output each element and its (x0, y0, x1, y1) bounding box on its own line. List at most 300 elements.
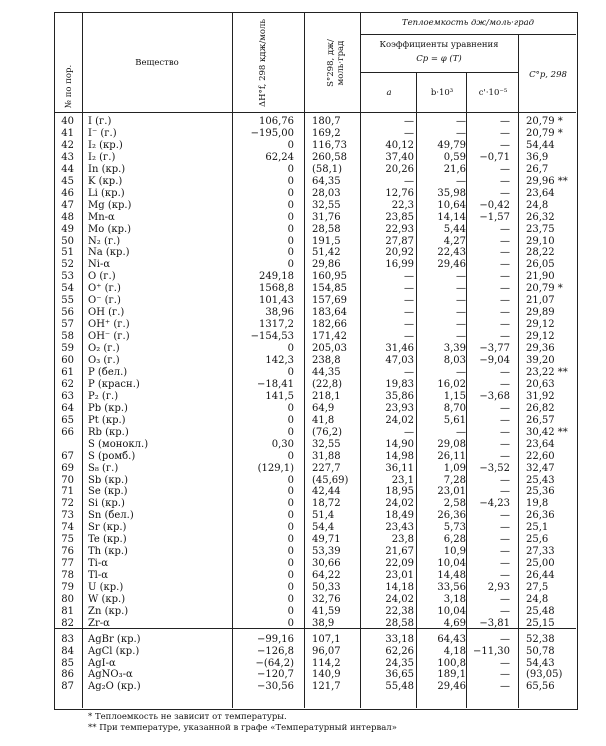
cell-dh: 1317,2 (259, 319, 294, 331)
cell-sub: Zn (кр.) (88, 605, 129, 617)
table-row (0, 618, 606, 630)
cell-s: 32,55 (312, 199, 341, 211)
cell-dh: −195,00 (250, 127, 294, 139)
col-a-header: a (386, 88, 392, 98)
cell-a: 40,12 (385, 139, 414, 151)
cell-c: — (500, 366, 510, 378)
cell-sub: W (кр.) (88, 594, 126, 605)
cell-s: 18,72 (312, 498, 341, 510)
cell-b: 5,73 (443, 522, 466, 534)
cell-a: — (404, 295, 414, 307)
cell-b: 5,61 (443, 414, 466, 426)
cell-a: 47,03 (385, 355, 414, 366)
cell-b: 16,02 (437, 378, 466, 390)
cell-c: — (500, 510, 510, 522)
cell-c: — (500, 546, 510, 558)
cell-a: 22,3 (391, 199, 414, 211)
cell-sub: Mg (кр.) (88, 199, 132, 211)
cell-n: 51 (61, 247, 74, 259)
col-cp-header: C°p, 298 (529, 70, 567, 80)
cell-dh: −18,41 (256, 378, 294, 390)
cell-s: 121,7 (312, 681, 341, 693)
cell-n: 74 (61, 522, 74, 534)
cell-cp: 29,96 ** (526, 175, 568, 187)
cell-c: — (500, 127, 510, 139)
cell-b: 10,9 (443, 546, 466, 558)
cell-b: 189,1 (437, 669, 466, 681)
cell-sub: O⁺ (г.) (88, 283, 121, 295)
cell-b: — (456, 331, 466, 343)
cell-s: 171,42 (312, 331, 347, 343)
cell-n: 53 (61, 271, 74, 283)
cell-sub: Si (кр.) (88, 498, 125, 510)
table-row (0, 355, 606, 367)
table-row (0, 164, 606, 176)
table-row (0, 646, 606, 658)
cell-s: 227,7 (312, 462, 341, 474)
cell-sub: Zr-α (88, 617, 110, 629)
cell-b: 10,04 (437, 605, 466, 617)
cell-dh: 0,30 (271, 438, 294, 450)
cell-sub: Ag₂O (кр.) (88, 681, 141, 693)
cell-c: — (500, 283, 510, 295)
cell-dh: (129,1) (257, 462, 294, 474)
cell-c: — (500, 271, 510, 283)
cell-c: −11,30 (472, 645, 510, 657)
cell-c: 2,93 (487, 582, 510, 594)
cell-dh: 0 (287, 139, 294, 151)
col-dh-header: ΔH°f, 298 кдж/моль (258, 19, 268, 107)
table-row (0, 116, 606, 128)
cell-c: −1,57 (479, 211, 510, 223)
cell-dh: −120,7 (256, 669, 294, 681)
cell-a: — (404, 271, 414, 283)
cell-cp: 20,63 (526, 378, 555, 390)
cell-n: 52 (61, 259, 74, 271)
cell-a: 18,49 (385, 510, 414, 522)
cell-s: 29,86 (312, 259, 341, 271)
cell-c: — (500, 570, 510, 582)
cell-a: 24,02 (385, 414, 414, 426)
table-row (0, 658, 606, 670)
cell-a: — (404, 175, 414, 187)
cell-c: — (500, 414, 510, 426)
cell-cp: 25,48 (526, 605, 555, 617)
cell-cp: 23,64 (526, 187, 555, 199)
cell-b: — (456, 271, 466, 283)
cell-c: — (500, 657, 510, 669)
cell-dh: 1568,8 (259, 283, 294, 295)
cell-a: 22,38 (385, 605, 414, 617)
cell-c: −0,42 (479, 199, 510, 211)
cell-n: 65 (61, 414, 74, 426)
cell-n: 70 (61, 474, 74, 486)
cell-sub: Tl-α (88, 570, 108, 582)
cell-a: 37,40 (385, 151, 414, 163)
cell-s: 30,66 (312, 558, 341, 570)
cell-n: 79 (61, 582, 74, 594)
cell-sub: K (кр.) (88, 175, 123, 187)
cell-cp: 21,07 (526, 295, 555, 307)
cell-n: 46 (61, 187, 74, 199)
cell-b: 14,48 (437, 570, 466, 582)
cell-cp: 26,44 (526, 570, 555, 582)
table-row (0, 439, 606, 451)
cell-cp: 19,8 (526, 498, 549, 510)
cell-dh: 0 (287, 175, 294, 187)
cell-cp: 54,44 (526, 139, 555, 151)
cell-s: 260,58 (312, 151, 347, 163)
cell-n: 82 (61, 617, 74, 629)
cell-sub: AgI-α (88, 657, 116, 669)
cell-s: 53,39 (312, 546, 341, 558)
table-row (0, 295, 606, 307)
cell-n: 84 (61, 645, 74, 657)
cell-s: 182,66 (312, 319, 347, 331)
cell-b: 8,70 (443, 402, 466, 414)
cell-sub: O₂ (г.) (88, 343, 120, 355)
cell-n: 59 (61, 343, 74, 355)
cell-n: 42 (61, 139, 74, 151)
cell-cp: 25,15 (526, 617, 555, 629)
cell-n: 41 (61, 127, 74, 139)
table-row (0, 367, 606, 379)
cell-cp: 29,10 (526, 235, 555, 247)
cell-sub: Th (кр.) (88, 546, 128, 558)
cell-b: — (456, 366, 466, 378)
cell-cp: 29,36 (526, 343, 555, 355)
cell-c: — (500, 402, 510, 414)
cell-s: (45,69) (312, 474, 349, 486)
cell-s: 54,4 (312, 522, 335, 534)
cell-sub: I₂ (кр.) (88, 139, 123, 151)
cell-b: 26,36 (437, 510, 466, 522)
cell-a: 22,09 (385, 558, 414, 570)
cell-sub: Li (кр.) (88, 187, 125, 199)
cell-dh: −126,8 (256, 645, 294, 657)
col-b-header: b·10³ (430, 88, 454, 98)
cell-n: 75 (61, 534, 74, 546)
cell-cp: 26,7 (526, 163, 549, 175)
cell-c: −9,04 (479, 355, 510, 366)
table-row (0, 283, 606, 295)
cell-c: — (500, 319, 510, 331)
cell-dh: 0 (287, 474, 294, 486)
cell-sub: Rb (кр.) (88, 426, 129, 438)
cell-sub: S (ромб.) (88, 450, 136, 462)
table-row (0, 331, 606, 343)
cell-n: 85 (61, 657, 74, 669)
table-row (0, 582, 606, 594)
cell-cp: 25,00 (526, 558, 555, 570)
cell-b: 21,6 (443, 163, 466, 175)
cell-n: 40 (61, 116, 74, 127)
cell-b: — (456, 175, 466, 187)
cell-cp: 21,90 (526, 271, 555, 283)
cell-sub: O₃ (г.) (88, 355, 120, 366)
cell-dh: 0 (287, 163, 294, 175)
cell-sub: OH⁺ (г.) (88, 319, 130, 331)
cell-a: 23,85 (385, 211, 414, 223)
cell-b: 4,18 (443, 645, 466, 657)
cell-b: 10,04 (437, 558, 466, 570)
cell-n: 50 (61, 235, 74, 247)
cell-a: 31,46 (385, 343, 414, 355)
cell-s: 31,76 (312, 211, 341, 223)
cell-b: 29,46 (437, 681, 466, 693)
cell-dh: 0 (287, 247, 294, 259)
cell-dh: 0 (287, 235, 294, 247)
cell-a: 24,02 (385, 498, 414, 510)
table-row (0, 534, 606, 546)
cell-dh: 0 (287, 426, 294, 438)
table-row (0, 510, 606, 522)
table-row (0, 475, 606, 487)
cell-dh: 249,18 (259, 271, 294, 283)
cell-b: 0,59 (443, 151, 466, 163)
table-row (0, 224, 606, 236)
cell-s: 160,95 (312, 271, 347, 283)
cell-cp: 26,82 (526, 402, 555, 414)
cell-c: — (500, 681, 510, 693)
cell-c: — (500, 534, 510, 546)
table-row (0, 247, 606, 259)
cell-cp: 23,64 (526, 438, 555, 450)
cell-b: 6,28 (443, 534, 466, 546)
cell-c: — (500, 235, 510, 247)
cell-c: — (500, 438, 510, 450)
cell-sub: Mn-α (88, 211, 115, 223)
cell-s: 41,8 (312, 414, 335, 426)
cell-dh: 0 (287, 594, 294, 605)
cell-s: 218,1 (312, 390, 341, 402)
cell-s: 49,71 (312, 534, 341, 546)
table-row (0, 669, 606, 681)
cell-c: — (500, 426, 510, 438)
cell-a: — (404, 319, 414, 331)
cell-s: 28,58 (312, 223, 341, 235)
cell-cp: 28,22 (526, 247, 555, 259)
cell-cp: 20,79 * (526, 127, 563, 139)
cell-dh: 62,24 (265, 151, 294, 163)
cell-dh: 0 (287, 582, 294, 594)
cell-cp: 26,05 (526, 259, 555, 271)
table-row (0, 236, 606, 248)
cell-n: 78 (61, 570, 74, 582)
cell-s: 31,88 (312, 450, 341, 462)
cell-sub: AgNO₃-α (88, 669, 133, 681)
cell-dh: 0 (287, 187, 294, 199)
cell-n: 60 (61, 355, 74, 366)
cell-c: — (500, 522, 510, 534)
cell-c: — (500, 259, 510, 271)
cell-s: 114,2 (312, 657, 341, 669)
header-bottom-rule (54, 112, 576, 113)
cell-cp: 29,12 (526, 331, 555, 343)
cell-b: 29,08 (437, 438, 466, 450)
cell-b: — (456, 426, 466, 438)
cell-a: 24,02 (385, 594, 414, 605)
cell-b: — (456, 116, 466, 127)
cell-s: 140,9 (312, 669, 341, 681)
cell-c: — (500, 378, 510, 390)
table-row (0, 451, 606, 463)
cell-c: — (500, 247, 510, 259)
table-row (0, 391, 606, 403)
cell-n: 61 (61, 366, 74, 378)
col-s-header: S°298, дж/моль·град (326, 39, 346, 87)
cell-dh: 0 (287, 522, 294, 534)
cell-b: 64,43 (437, 634, 466, 645)
cell-cp: 23,75 (526, 223, 555, 235)
cell-sub: Se (кр.) (88, 486, 128, 498)
cell-s: (76,2) (312, 426, 343, 438)
cell-b: — (456, 283, 466, 295)
table-row (0, 403, 606, 415)
cell-c: — (500, 187, 510, 199)
cell-n: 64 (61, 402, 74, 414)
cell-a: 35,86 (385, 390, 414, 402)
cell-c: — (500, 116, 510, 127)
cell-sub: AgCl (кр.) (88, 645, 140, 657)
table-row (0, 546, 606, 558)
cell-sub: OH⁻ (г.) (88, 331, 130, 343)
cell-c: — (500, 474, 510, 486)
cell-a: 23,8 (391, 534, 414, 546)
cell-n: 66 (61, 426, 74, 438)
cell-c: — (500, 594, 510, 605)
table-row (0, 606, 606, 618)
equation-header: Cp = φ (T) (416, 54, 462, 64)
cell-n: 47 (61, 199, 74, 211)
cell-dh: 0 (287, 199, 294, 211)
cell-dh: 0 (287, 486, 294, 498)
table-row (0, 427, 606, 439)
cell-a: 14,18 (385, 582, 414, 594)
cell-s: 169,2 (312, 127, 341, 139)
cell-sub: Pb (кр.) (88, 402, 128, 414)
cell-cp: 25,36 (526, 486, 555, 498)
cell-b: 26,11 (437, 450, 466, 462)
cell-s: 64,22 (312, 570, 341, 582)
table-row (0, 634, 606, 646)
cell-cp: 26,57 (526, 414, 555, 426)
cell-cp: 39,20 (526, 355, 555, 366)
cell-s: (22,8) (312, 378, 343, 390)
cell-c: — (500, 175, 510, 187)
cell-b: — (456, 127, 466, 139)
cell-sub: AgBr (кр.) (88, 634, 141, 645)
cell-dh: 0 (287, 605, 294, 617)
cell-c: — (500, 558, 510, 570)
cell-n: 58 (61, 331, 74, 343)
cell-dh: −(64,2) (255, 657, 294, 669)
cell-cp: 29,89 (526, 307, 555, 319)
cell-a: — (404, 331, 414, 343)
cell-a: 21,67 (385, 546, 414, 558)
cell-a: — (404, 366, 414, 378)
cell-b: 49,79 (437, 139, 466, 151)
cell-c: — (500, 163, 510, 175)
cell-cp: 20,79 * (526, 116, 563, 127)
cell-sub: U (кр.) (88, 582, 124, 594)
cell-a: 33,18 (385, 634, 414, 645)
cell-a: 23,01 (385, 570, 414, 582)
cell-a: 14,90 (385, 438, 414, 450)
cell-n: 83 (61, 634, 74, 645)
cell-cp: 65,56 (526, 681, 555, 693)
cell-s: 32,55 (312, 438, 341, 450)
cell-cp: (93,05) (526, 669, 563, 681)
cell-c: — (500, 139, 510, 151)
cell-s: 41,59 (312, 605, 341, 617)
cell-cp: 31,92 (526, 390, 555, 402)
cell-s: 64,9 (312, 402, 335, 414)
cell-c: — (500, 634, 510, 645)
cell-b: 1,09 (443, 462, 466, 474)
cell-cp: 29,12 (526, 319, 555, 331)
cell-a: 36,65 (385, 669, 414, 681)
cell-n: 56 (61, 307, 74, 319)
cell-dh: 38,96 (265, 307, 294, 319)
cell-sub: OH (г.) (88, 307, 125, 319)
table-row (0, 152, 606, 164)
table-row (0, 343, 606, 355)
table-row (0, 176, 606, 188)
cell-cp: 27,5 (526, 582, 549, 594)
cell-s: 157,69 (312, 295, 347, 307)
cell-a: 55,48 (385, 681, 414, 693)
cell-n: 87 (61, 681, 74, 693)
cell-s: 44,35 (312, 366, 341, 378)
cell-dh: 106,76 (259, 116, 294, 127)
cell-dh: 0 (287, 570, 294, 582)
cell-s: 205,03 (312, 343, 347, 355)
cell-cp: 25,6 (526, 534, 549, 546)
cell-sub: Sn (бел.) (88, 510, 134, 522)
table-row (0, 188, 606, 200)
cell-sub: O (г.) (88, 271, 116, 283)
cell-a: — (404, 283, 414, 295)
cell-n: 69 (61, 462, 74, 474)
cell-n: 71 (61, 486, 74, 498)
cell-sub: I₂ (г.) (88, 151, 116, 163)
cell-sub: I⁻ (г.) (88, 127, 117, 139)
cell-a: 12,76 (385, 187, 414, 199)
cell-s: 42,44 (312, 486, 341, 498)
table-row (0, 212, 606, 224)
cell-a: 19,83 (385, 378, 414, 390)
cell-sub: Sr (кр.) (88, 522, 127, 534)
cell-sub: P (бел.) (88, 366, 128, 378)
table-row (0, 415, 606, 427)
cell-dh: 0 (287, 366, 294, 378)
cell-s: 50,33 (312, 582, 341, 594)
cell-n: 55 (61, 295, 74, 307)
cell-sub: In (кр.) (88, 163, 126, 175)
cell-n: 48 (61, 211, 74, 223)
cell-sub: Mo (кр.) (88, 223, 132, 235)
cell-b: 7,28 (443, 474, 466, 486)
cell-a: 36,11 (385, 462, 414, 474)
cell-cp: 50,78 (526, 645, 555, 657)
cell-c: — (500, 605, 510, 617)
cell-n: 72 (61, 498, 74, 510)
cell-cp: 25,43 (526, 474, 555, 486)
cell-a: 20,92 (385, 247, 414, 259)
cell-b: 5,44 (443, 223, 466, 235)
cell-b: 23,01 (437, 486, 466, 498)
